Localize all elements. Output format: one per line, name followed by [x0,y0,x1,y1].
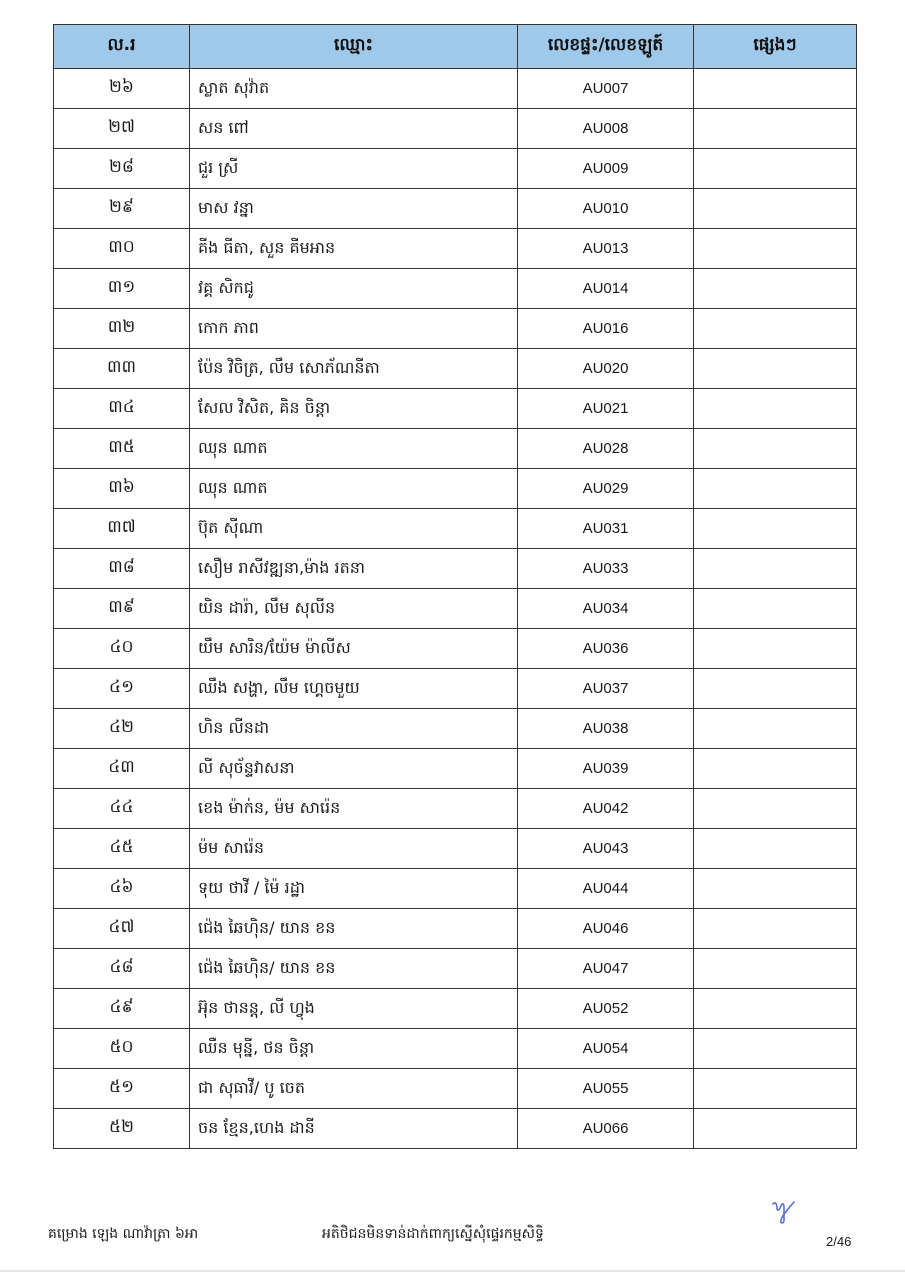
bottom-divider [0,1270,905,1272]
row-code: AU013 [518,229,694,269]
row-name: ជ៉េង ឆៃហ៊ិន/ យាន ខន [190,949,518,989]
table-row [54,149,857,189]
row-name: ប៉ែន វិចិត្រ, លឹម សោភ័ណនីតា [190,349,518,389]
header-note: ផ្សេងៗ [694,25,857,69]
table-row [54,869,857,909]
row-name: ប៊ុត ស៊ីណា [190,509,518,549]
table-row [54,829,857,869]
row-name: ហិន លីនដា [190,709,518,749]
row-name: សែល វិសិត, គិន ចិន្តា [190,389,518,429]
row-name: គីង ធីតា, សួន គីមអាន [190,229,518,269]
header-row [54,25,857,69]
table-row [54,629,857,669]
row-number: ២៩ [54,189,190,229]
row-name: មាស វន្នា [190,189,518,229]
row-number: ៤៣ [54,749,190,789]
row-code: AU016 [518,309,694,349]
row-code: AU037 [518,669,694,709]
row-note [694,669,857,709]
row-note [694,629,857,669]
footer-project-name: គម្រោង ឡេង ណាវ៉ាត្រា ៦អា [48,1226,199,1242]
row-number: ៥១ [54,1069,190,1109]
row-note [694,149,857,189]
page-number: 2/46 [826,1234,852,1249]
row-code: AU044 [518,869,694,909]
row-number: ៣១ [54,269,190,309]
row-note [694,509,857,549]
row-name: ឈុន ណាត [190,469,518,509]
table-row [54,549,857,589]
row-number: ៣២ [54,309,190,349]
row-number: ៣៦ [54,469,190,509]
row-number: ៣៥ [54,429,190,469]
row-number: ៤១ [54,669,190,709]
table-row [54,109,857,149]
row-note [694,549,857,589]
table-row [54,429,857,469]
row-note [694,1109,857,1149]
customer-table [53,24,857,1149]
table-row [54,509,857,549]
row-number: ៣៧ [54,509,190,549]
row-name: អ៊ុន ថាននុ្ត, លី ហ្វុង [190,989,518,1029]
row-note [694,469,857,509]
row-name: ឈឺន មុន្នី, ថន ចិន្តា [190,1029,518,1069]
row-number: ៤៩ [54,989,190,1029]
row-note [694,109,857,149]
row-name: ម៉ម សារ៉េន [190,829,518,869]
table-row [54,589,857,629]
row-code: AU029 [518,469,694,509]
row-note [694,189,857,229]
row-name: សន ពៅ [190,109,518,149]
row-number: ២៦ [54,69,190,109]
row-number: ៤៦ [54,869,190,909]
handwritten-initials-icon [770,1198,798,1226]
row-number: ៣០ [54,229,190,269]
row-code: AU042 [518,789,694,829]
row-name: យឹម សារិន/យ៉ែម ម៉ាលីស [190,629,518,669]
table-body [54,69,857,1149]
row-number: ៤៥ [54,829,190,869]
table-row [54,349,857,389]
row-number: ៣៩ [54,589,190,629]
row-code: AU047 [518,949,694,989]
row-note [694,989,857,1029]
row-note [694,829,857,869]
table-row [54,69,857,109]
table-row [54,709,857,749]
row-number: ៥០ [54,1029,190,1069]
table-header [54,25,857,69]
table-row [54,189,857,229]
table-row [54,749,857,789]
row-code: AU054 [518,1029,694,1069]
table-row [54,469,857,509]
row-note [694,589,857,629]
row-note [694,229,857,269]
header-name: ឈ្មោះ [190,25,518,69]
row-note [694,1029,857,1069]
row-code: AU020 [518,349,694,389]
row-code: AU008 [518,109,694,149]
row-name: ឈុន ណាត [190,429,518,469]
table-row [54,229,857,269]
row-name: ទុយ ថាវី / ម៉ៃ រដ្ឋា [190,869,518,909]
row-name: ឈឹង សង្ហា, លឹម ហ្គេចមួយ [190,669,518,709]
row-number: ៥២ [54,1109,190,1149]
row-name: ជា សុធាវី/ បូ ចេត [190,1069,518,1109]
table-row [54,669,857,709]
row-number: ៤៤ [54,789,190,829]
row-number: ៣៤ [54,389,190,429]
row-note [694,789,857,829]
row-name: យិន ដារ៉ា, លឹម សុលីន [190,589,518,629]
row-code: AU034 [518,589,694,629]
table-row [54,989,857,1029]
row-code: AU021 [518,389,694,429]
row-code: AU052 [518,989,694,1029]
row-note [694,429,857,469]
row-note [694,909,857,949]
row-code: AU036 [518,629,694,669]
row-note [694,389,857,429]
table-row [54,389,857,429]
row-note [694,349,857,389]
row-code: AU043 [518,829,694,869]
row-note [694,869,857,909]
row-number: ៤០ [54,629,190,669]
table-row [54,789,857,829]
row-number: ៤២ [54,709,190,749]
row-name: ស្លាត សុវ៉ាត [190,69,518,109]
row-number: ៣៣ [54,349,190,389]
row-note [694,949,857,989]
row-code: AU046 [518,909,694,949]
row-code: AU055 [518,1069,694,1109]
row-code: AU033 [518,549,694,589]
row-name: កោក ភាព [190,309,518,349]
row-name: សឿម រាសីវឌ្ឍនា,ម៉ាង រតនា [190,549,518,589]
table-row [54,309,857,349]
footer-document-title: អតិថិជនមិនទាន់ដាក់ពាក្យស្នើសុំផ្ទេរកម្មសិទ្ធិ [322,1226,544,1242]
row-note [694,269,857,309]
table-row [54,1029,857,1069]
row-code: AU007 [518,69,694,109]
row-code: AU010 [518,189,694,229]
row-code: AU014 [518,269,694,309]
row-number: ៣៨ [54,549,190,589]
table-row [54,909,857,949]
row-note [694,1069,857,1109]
row-name: ជ៉េង ឆៃហ៊ិន/ យាន ខន [190,909,518,949]
row-number: ២៧ [54,109,190,149]
row-code: AU066 [518,1109,694,1149]
table-row [54,1069,857,1109]
row-name: វគ្គ សិកជូ [190,269,518,309]
row-name: ចន ខ្មែន,ហេង ដានី [190,1109,518,1149]
row-number: ២៨ [54,149,190,189]
row-note [694,709,857,749]
table-row [54,1109,857,1149]
row-code: AU031 [518,509,694,549]
row-code: AU038 [518,709,694,749]
row-code: AU028 [518,429,694,469]
row-code: AU009 [518,149,694,189]
row-name: លី សុច័ន្ទវាសនា [190,749,518,789]
row-note [694,749,857,789]
table-row [54,269,857,309]
row-name: ខេង ម៉ាក់ន, ម៉ម សារ៉េន [190,789,518,829]
header-no: ល.រ [54,25,190,69]
row-note [694,309,857,349]
header-code: លេខផ្ទះ/លេខឡូត៍ [518,25,694,69]
table-row [54,949,857,989]
row-note [694,69,857,109]
row-number: ៤៨ [54,949,190,989]
row-name: ជួរ ស្រី [190,149,518,189]
row-code: AU039 [518,749,694,789]
row-number: ៤៧ [54,909,190,949]
